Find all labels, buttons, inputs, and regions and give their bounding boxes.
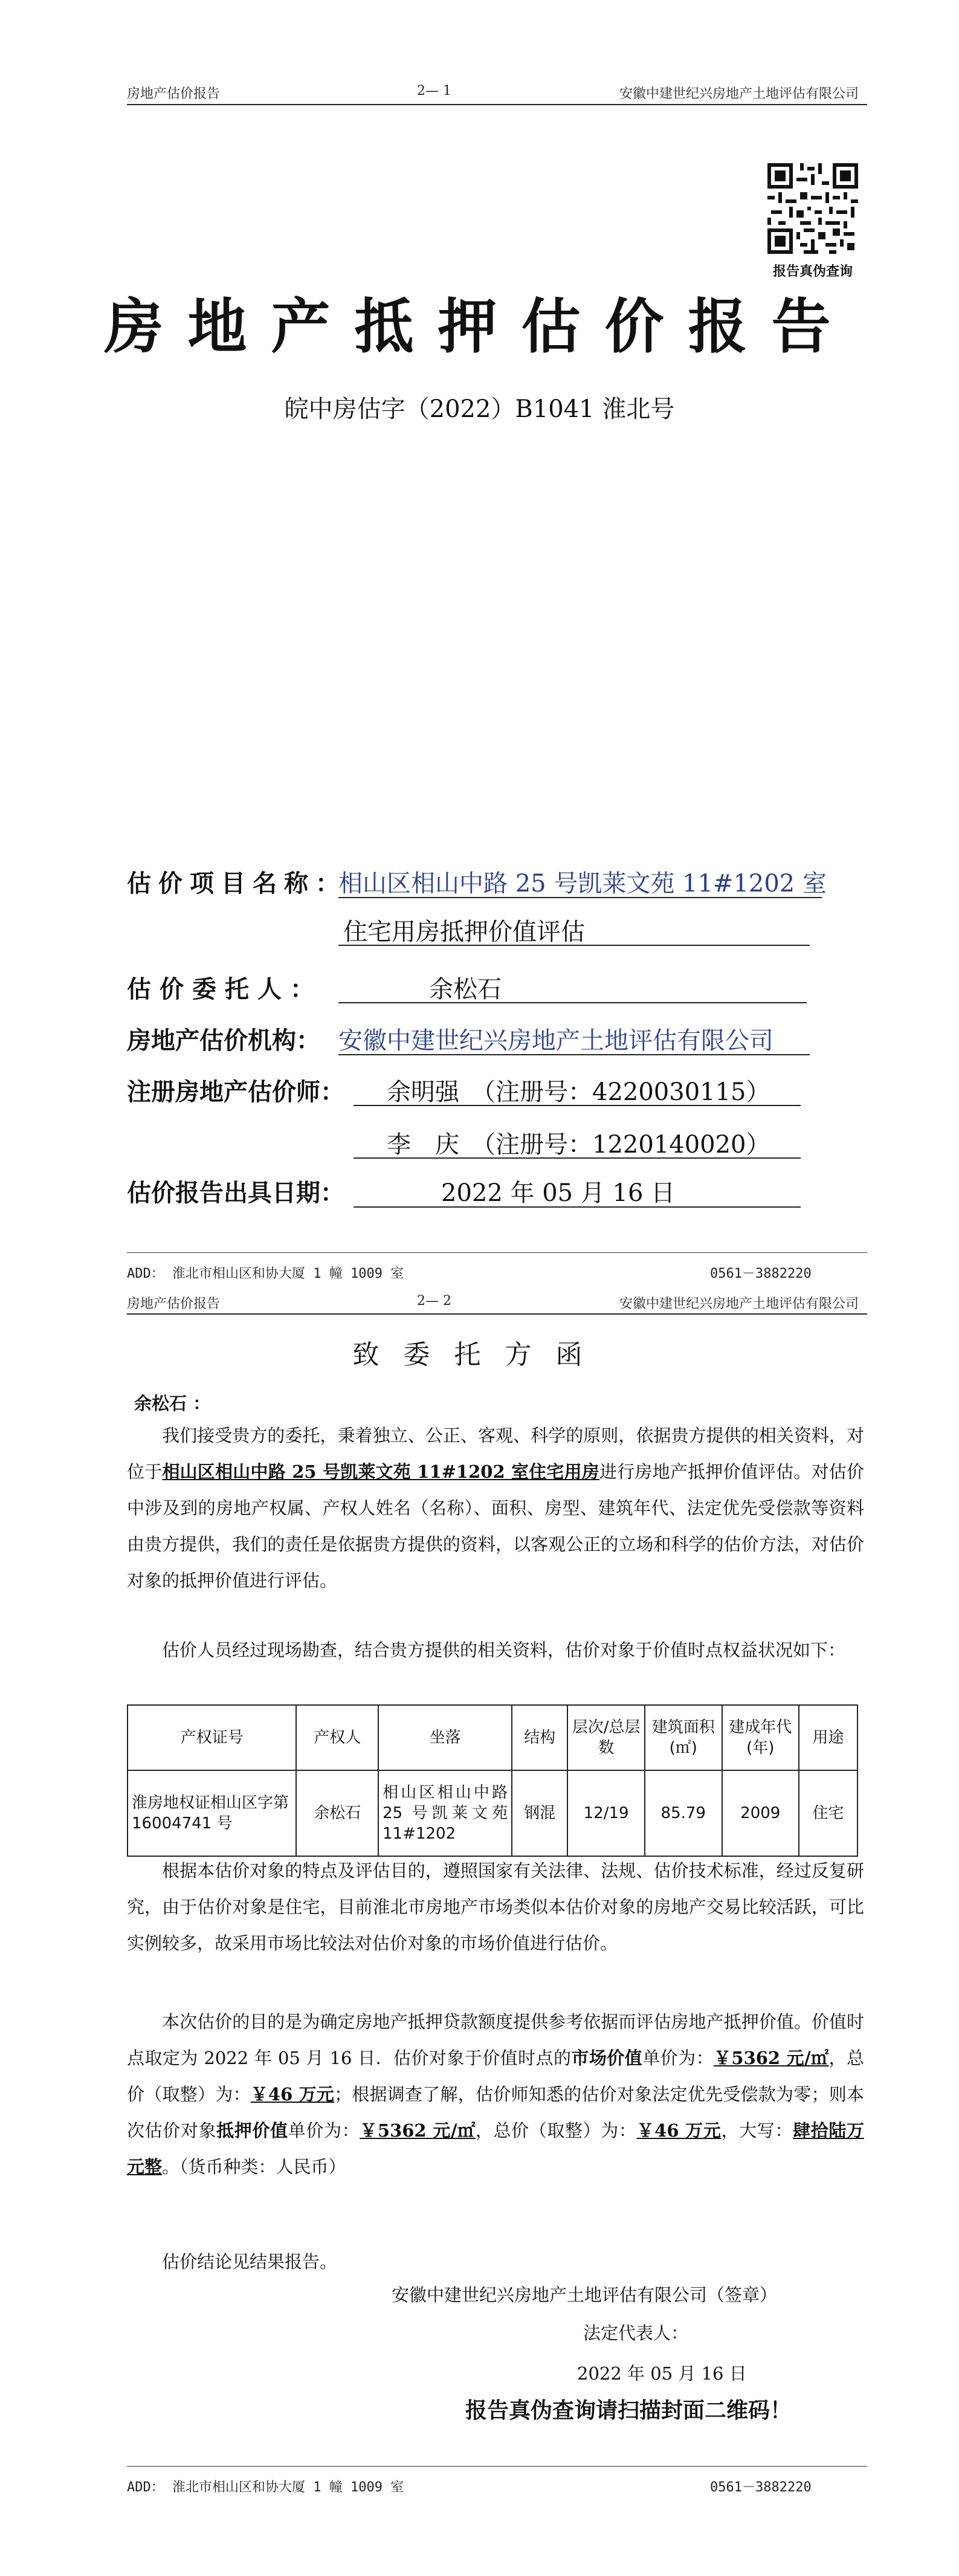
appraiser-2: 李 庆 （注册号：1220140020） — [387, 1131, 770, 1159]
page1-header-rule — [127, 104, 867, 105]
report-date-underline — [354, 1206, 801, 1208]
paragraph-1 — [127, 1417, 864, 1599]
signature-company: 安徽中建世纪兴房地产土地评估有限公司（签章） — [392, 2285, 778, 2305]
cell-year: 2009 — [722, 1770, 799, 1856]
project-name-underline-2 — [338, 945, 810, 946]
p4-market-unit-price: ￥5362 元/㎡ — [713, 2048, 829, 2068]
p4-t2: 单价为： — [642, 2048, 714, 2068]
th-area: 建筑面积(㎡) — [645, 1705, 722, 1770]
p4-mortgage-total: ￥46 万元 — [636, 2120, 722, 2141]
report-date-label: 估价报告出具日期： — [127, 1179, 344, 1207]
paragraph-3-text: 根据本估价对象的特点及评估目的，遵照国家有关法律、法规、估价技术标准，经过反复研究，由于估价对象是住宅，目前淮北市房地产市场类似本估价对象的房地产交易比较活跃，可比实例较多，故采用市场比较法对估价对象的市场价值进行估价。 — [127, 1860, 864, 1953]
client-value: 余松石 — [429, 976, 502, 1003]
th-year: 建成年代(年) — [722, 1705, 799, 1770]
page2-header-left: 房地产估价报告 — [127, 1296, 221, 1312]
p4-t8: 。（货币种类：人民币） — [162, 2157, 346, 2177]
client-underline — [338, 1002, 807, 1003]
page2-header-rule — [127, 1313, 867, 1315]
project-name-label: 估价项目名称： — [127, 869, 347, 898]
page2-footer-rule — [127, 2466, 867, 2467]
page1-header-left: 房地产估价报告 — [127, 86, 221, 102]
th-location: 坐落 — [378, 1705, 512, 1770]
signature-date: 2022 年 05 月 16 日 — [577, 2363, 747, 2384]
p4-t7: ，大写： — [721, 2120, 793, 2141]
appraiser-label: 注册房地产估价师： — [127, 1078, 344, 1106]
agency-value: 安徽中建世纪兴房地产土地评估有限公司 — [338, 1027, 773, 1055]
appraiser-2-underline — [354, 1157, 801, 1159]
th-usage: 用途 — [799, 1705, 857, 1770]
agency-underline — [338, 1054, 810, 1055]
th-owner: 产权人 — [296, 1705, 378, 1770]
page1-footer-phone: 0561－3882220 — [710, 1266, 812, 1281]
appraiser-1-underline — [354, 1105, 801, 1106]
qr-code-icon — [767, 163, 858, 254]
appraiser-1: 余明强 （注册号：4220030115） — [387, 1078, 770, 1106]
paragraph-4 — [127, 2004, 864, 2185]
th-floor: 层次/总层数 — [567, 1705, 645, 1770]
report-date-value: 2022 年 05 月 16 日 — [441, 1179, 676, 1207]
page1-footer-address: ADD： 淮北市相山区和协大厦 1 幢 1009 室 — [127, 1266, 404, 1281]
p4-mortgage-value: 抵押价值 — [216, 2120, 288, 2141]
p4-t5: 单价为： — [288, 2120, 360, 2141]
cell-structure: 钢混 — [512, 1770, 567, 1856]
report-title: 房地产抵押估价报告 — [104, 292, 855, 361]
table-header-row — [128, 1705, 857, 1770]
page1-header-page: 2— 1 — [417, 83, 451, 99]
cell-floor: 12/19 — [567, 1770, 645, 1856]
paragraph-2 — [127, 1632, 864, 1668]
p4-market-total: ￥46 万元 — [250, 2084, 335, 2105]
paragraph-3 — [127, 1853, 864, 1961]
report-number: 皖中房估字（2022）B1041 淮北号 — [284, 395, 675, 423]
page2-header-right: 安徽中建世纪兴房地产土地评估有限公司 — [619, 1296, 859, 1312]
p4-t6: ，总价（取整）为： — [475, 2120, 637, 2141]
p4-t4: ；根据调查了解，估价师知悉的估价对象法定优先受偿款为零；则本次估价对象 — [127, 2084, 864, 2141]
p4-amount-words: 肆拾陆万元整 — [127, 2120, 864, 2177]
page2-footer-phone: 0561－3882220 — [710, 2480, 812, 2495]
page2-header-page: 2— 2 — [417, 1293, 451, 1309]
property-table — [127, 1704, 858, 1857]
paragraph-1-a: 我们接受贵方的委托，秉着独立、公正、客观、科学的原则，依据贵方提供的相关资料，对位于 — [127, 1425, 864, 1482]
conclusion-note: 估价结论见结果报告。 — [162, 2251, 338, 2272]
signature-rep: 法定代表人： — [583, 2323, 689, 2343]
project-name-underline-1 — [338, 897, 822, 898]
p4-market-value: 市场价值 — [571, 2048, 643, 2068]
th-structure: 结构 — [512, 1705, 567, 1770]
salutation: 余松石 ： — [134, 1393, 211, 1414]
project-name-value-2: 住宅用房抵押价值评估 — [343, 918, 585, 946]
cell-area: 85.79 — [645, 1770, 722, 1856]
p4-mortgage-unit-price: ￥5362 元/㎡ — [360, 2120, 476, 2141]
page1-footer-rule — [127, 1252, 867, 1253]
cell-location: 相山区相山中路 25 号凯莱文苑 11#1202 — [378, 1770, 512, 1856]
p4-t1: 本次估价的目的是为确定房地产抵押贷款额度提供参考依据而评估房地产抵押价值。价值时点取定为 2022 年 05 月 16 日．估价对象于价值时点的 — [127, 2011, 864, 2068]
table-row — [128, 1770, 857, 1856]
page1-header-right: 安徽中建世纪兴房地产土地评估有限公司 — [619, 86, 859, 102]
th-cert: 产权证号 — [128, 1705, 296, 1770]
property-address: 相山区相山中路 25 号凯莱文苑 11#1202 室住宅用房 — [162, 1461, 599, 1482]
paragraph-2-text: 估价人员经过现场勘查，结合贵方提供的相关资料，估价对象于价值时点权益状况如下： — [162, 1640, 846, 1660]
verify-notice: 报告真伪查询请扫描封面二维码！ — [465, 2398, 792, 2423]
qr-caption: 报告真伪查询 — [772, 264, 853, 279]
cell-usage: 住宅 — [799, 1770, 857, 1856]
page2-footer-address: ADD： 淮北市相山区和协大厦 1 幢 1009 室 — [127, 2480, 404, 2495]
cell-owner: 余松石 — [296, 1770, 378, 1856]
p4-t3: ，总价（取整）为： — [127, 2048, 864, 2105]
cell-cert: 淮房地权证相山区字第 16004741 号 — [128, 1770, 296, 1856]
paragraph-1-c: 进行房地产抵押价值评估。对估价中涉及到的房地产权属、产权人姓名（名称）、面积、房型、建筑年代、法定优先受偿款等资料由贵方提供，我们的责任是依据贵方提供的资料，以客观公正的立场和科学的估价方法，对估价对象的抵押价值进行评估。 — [127, 1461, 864, 1591]
client-label: 估价委托人： — [127, 975, 323, 1003]
letter-heading: 致委托方函 — [352, 1339, 607, 1370]
agency-label: 房地产估价机构： — [127, 1026, 320, 1055]
project-name-value: 相山区相山中路 25 号凯莱文苑 11#1202 室 — [338, 870, 827, 898]
